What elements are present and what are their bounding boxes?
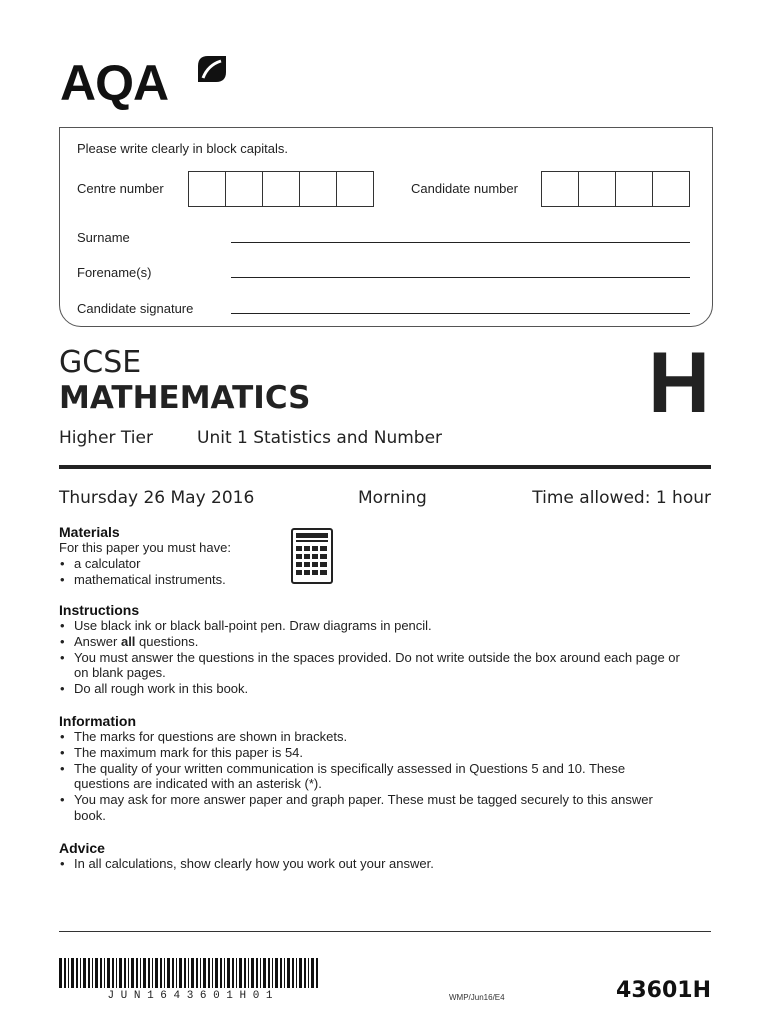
barcode-bar — [128, 958, 129, 988]
barcode-bar — [164, 958, 165, 988]
barcode-bar — [296, 958, 297, 988]
forename-label: Forename(s) — [77, 265, 152, 280]
unit-label: Unit 1 Statistics and Number — [197, 428, 443, 448]
candidate-number-label: Candidate number — [411, 181, 518, 196]
advice-list — [59, 856, 711, 872]
barcode-bar — [188, 958, 189, 988]
list-item: • mathematical instruments. — [59, 572, 299, 588]
emphasis-all: all — [120, 633, 136, 649]
barcode-bar — [272, 958, 273, 988]
barcode-bar — [316, 958, 318, 988]
candidate-digit-box[interactable] — [578, 171, 616, 207]
barcode-bar — [76, 958, 78, 988]
advice-heading: Advice — [59, 840, 105, 856]
paper-code: 43601H — [616, 978, 711, 1003]
barcode-bar — [68, 958, 69, 988]
barcode — [59, 958, 321, 988]
barcode-bar — [256, 958, 258, 988]
barcode-bar — [152, 958, 153, 988]
barcode-bar — [308, 958, 309, 988]
list-item: • The quality of your written communication is specifically assessed in Questions 5 and 10. These questions are indicated with an asterisk (*). — [59, 761, 644, 793]
title-divider — [59, 465, 711, 469]
barcode-bar — [160, 958, 162, 988]
instructions-list — [59, 618, 711, 697]
candidate-digit-box[interactable] — [541, 171, 579, 207]
aqa-logo — [60, 52, 230, 112]
list-item: • You must answer the questions in the spaces provided. Do not write outside the box around each page or on blank pages. — [59, 650, 694, 682]
list-item: • The maximum mark for this paper is 54. — [59, 745, 711, 761]
barcode-bar — [224, 958, 225, 988]
exam-session: Morning — [358, 488, 427, 508]
calculator-icon — [291, 528, 333, 584]
barcode-bar — [220, 958, 222, 988]
barcode-bar — [172, 958, 174, 988]
barcode-bar — [268, 958, 270, 988]
list-item: • The marks for questions are shown in brackets. — [59, 729, 711, 745]
tier-label: Higher Tier — [59, 428, 153, 448]
barcode-bar — [292, 958, 294, 988]
advice-section — [59, 840, 711, 872]
barcode-bar — [284, 958, 285, 988]
barcode-bar — [100, 958, 102, 988]
barcode-bar — [236, 958, 237, 988]
barcode-bar — [239, 958, 242, 988]
information-section — [59, 713, 711, 824]
barcode-bar — [92, 958, 93, 988]
candidate-number-field[interactable] — [542, 171, 690, 207]
barcode-bar — [248, 958, 249, 988]
barcode-bar — [299, 958, 302, 988]
candidate-digit-box[interactable] — [615, 171, 653, 207]
materials-heading: Materials — [59, 524, 120, 540]
signature-label: Candidate signature — [77, 301, 194, 316]
reference-code: WMP/Jun16/E4 — [449, 993, 505, 1002]
barcode-bar — [232, 958, 234, 988]
barcode-text: J U N 1 6 4 3 6 0 1 H 0 1 — [107, 990, 273, 1002]
centre-digit-box[interactable] — [262, 171, 300, 207]
barcode-bar — [203, 958, 206, 988]
list-item: • You may ask for more answer paper and graph paper. These must be tagged securely to this answer book. — [59, 792, 674, 824]
barcode-bar — [124, 958, 126, 988]
barcode-bar — [251, 958, 254, 988]
block-capitals-instruction: Please write clearly in block capitals. — [77, 141, 288, 156]
barcode-bar — [143, 958, 146, 988]
centre-digit-box[interactable] — [299, 171, 337, 207]
centre-digit-box[interactable] — [225, 171, 263, 207]
list-item: • Do all rough work in this book. — [59, 681, 711, 697]
materials-section — [59, 524, 299, 588]
information-heading: Information — [59, 713, 136, 729]
barcode-bar — [88, 958, 90, 988]
barcode-bar — [212, 958, 213, 988]
materials-intro: For this paper you must have: — [59, 540, 231, 555]
exam-date: Thursday 26 May 2016 — [59, 488, 255, 508]
information-list — [59, 729, 711, 824]
barcode-bar — [107, 958, 110, 988]
surname-label: Surname — [77, 230, 130, 245]
barcode-bar — [167, 958, 170, 988]
barcode-bar — [116, 958, 117, 988]
barcode-bar — [136, 958, 138, 988]
barcode-bar — [80, 958, 81, 988]
centre-number-field[interactable] — [189, 171, 374, 207]
barcode-bar — [59, 958, 62, 988]
centre-digit-box[interactable] — [336, 171, 374, 207]
barcode-bar — [176, 958, 177, 988]
barcode-bar — [196, 958, 198, 988]
barcode-bar — [140, 958, 141, 988]
barcode-bar — [112, 958, 114, 988]
barcode-bar — [83, 958, 86, 988]
barcode-bar — [208, 958, 210, 988]
barcode-bar — [119, 958, 122, 988]
list-item: • In all calculations, show clearly how you work out your answer. — [59, 856, 711, 872]
barcode-bar — [184, 958, 186, 988]
barcode-bar — [179, 958, 182, 988]
time-allowed: Time allowed: 1 hour — [532, 488, 711, 508]
barcode-bar — [311, 958, 314, 988]
subject-title: MATHEMATICS — [59, 380, 311, 416]
barcode-bar — [191, 958, 194, 988]
surname-line[interactable] — [231, 242, 690, 243]
list-item — [59, 634, 711, 650]
leaf-icon — [194, 52, 230, 88]
barcode-bar — [275, 958, 278, 988]
barcode-bar — [215, 958, 218, 988]
barcode-bar — [304, 958, 306, 988]
barcode-bar — [287, 958, 290, 988]
barcode-bar — [95, 958, 98, 988]
instructions-heading: Instructions — [59, 602, 140, 618]
materials-list — [59, 556, 299, 588]
list-item: • Use black ink or black ball-point pen. Draw diagrams in pencil. — [59, 618, 711, 634]
signature-line[interactable] — [231, 313, 690, 314]
barcode-bar — [263, 958, 266, 988]
footer-divider — [59, 931, 711, 932]
tier-letter: H — [648, 335, 711, 431]
barcode-bar — [155, 958, 158, 988]
barcode-bar — [148, 958, 150, 988]
barcode-bar — [104, 958, 105, 988]
barcode-bar — [131, 958, 134, 988]
barcode-bar — [280, 958, 282, 988]
answer-all-text: Answer all questions. — [74, 633, 199, 649]
barcode-bar — [227, 958, 230, 988]
barcode-bar — [260, 958, 261, 988]
centre-digit-box[interactable] — [188, 171, 226, 207]
candidate-details-box — [59, 127, 713, 327]
barcode-bar — [71, 958, 74, 988]
list-item: • a calculator — [59, 556, 299, 572]
forename-line[interactable] — [231, 277, 690, 278]
barcode-bar — [200, 958, 201, 988]
barcode-bar — [64, 958, 66, 988]
candidate-digit-box[interactable] — [652, 171, 690, 207]
centre-number-label: Centre number — [77, 181, 164, 196]
barcode-bar — [244, 958, 246, 988]
instructions-section — [59, 602, 711, 697]
logo-text: AQA — [60, 55, 169, 111]
qualification-title: GCSE — [59, 345, 142, 380]
